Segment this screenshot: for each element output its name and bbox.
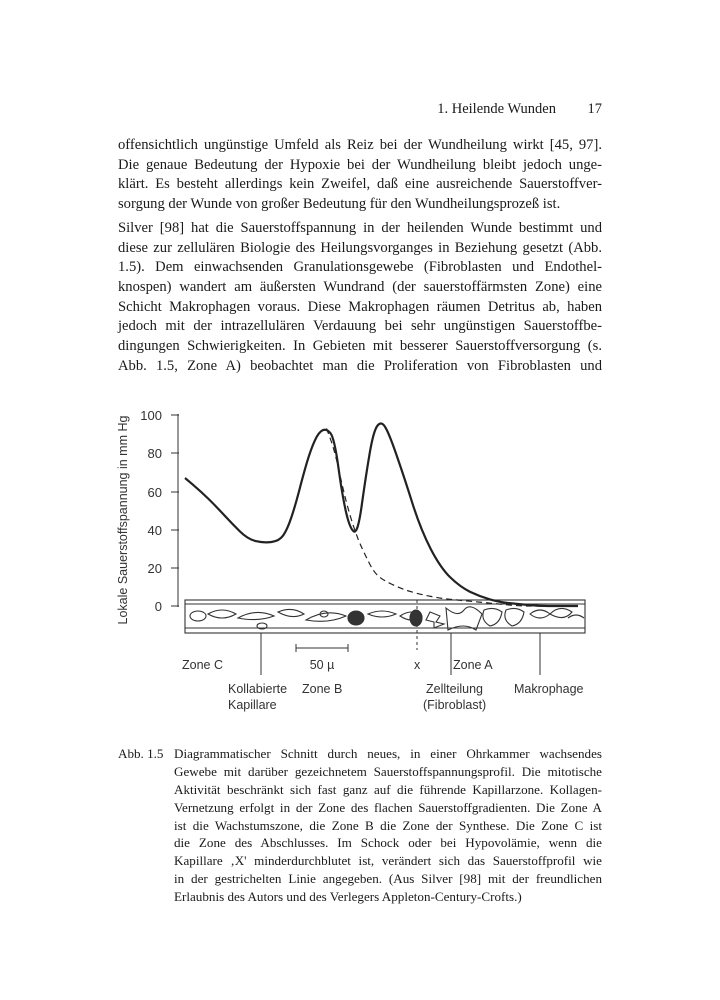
paragraph-line: 1.5). Dem einwachsenden Granulationsgewebe (Fibroblasten und Endothel- [118,259,602,276]
y-axis-label: Lokale Sauerstoffspannung in mm Hg [116,415,130,625]
paragraph-line: Schicht Makrophagen voraus. Diese Makrophagen räumen Detritus ab, haben [118,298,602,315]
y-tick-label-20: 20 [147,561,162,576]
paragraph-1 [118,136,602,215]
scale-bar-label: 50 µ [309,658,335,672]
label-zone-b: Zone B [302,682,343,696]
caption-body [174,745,602,906]
y-ticks [140,408,179,614]
paragraph-line: knospen) wandert am äußersten Wundrand (der sauerstoffärmsten Zone) eine [118,279,602,296]
label-zellteilung: Zellteilung [426,682,483,696]
running-head [118,101,602,123]
running-head-title: 1. Heilende Wunden [437,101,556,117]
caption-line: Diagrammatischer Schnitt durch neues, in einer Ohrkammer wachsendes [174,746,602,761]
y-tick-label-0: 0 [154,599,162,614]
paragraph-line: klärt. Es besteht allerdings kein Zweifel, daß eine ausreichende Sauerstoffver- [118,176,602,193]
oxygen-profile-chart [110,400,610,730]
caption-line: Erlaubnis des Autors und des Verlegers Appleton-Century-Crofts.) [174,889,522,905]
zone-dividers [261,600,540,675]
paragraph-line: dingungen Schwierigkeiten. In Gebieten mit besserer Sauerstoffversorgung (s. [118,338,602,355]
curves-group [185,423,578,606]
y-tick-label-40: 40 [147,523,162,538]
caption-line: in der gestrichelten Linie angegeben. (Aus Silver [98] mit der freundlichen [174,871,602,887]
caption-line: die Zone des Abschlusses. Im Schock oder bei Hypovolämie, wenn die [174,835,602,851]
paragraph-2 [118,219,602,377]
paragraph-line: sorgung der Wunde von großer Bedeutung für den Wundheilungsprozeß ist. [118,196,561,213]
y-tick-label-80: 80 [147,446,162,461]
caption-line: ist die Wachstumszone, die Zone B die Zone der Synthese. Die Zone C ist [174,817,602,833]
caption-line: Kapillare ‚X' minderdurchblutet ist, verändert sich das Sauerstoffprofil wie [174,853,602,869]
label-x-marker: x [414,658,421,672]
label-makrophage: Makrophage [514,682,584,696]
paragraph-line: offensichtlich ungünstige Umfeld als Reiz bei der Wundheilung wirkt [45, 97]. [118,137,602,153]
label-kollabierte: Kollabierte [228,682,288,696]
caption-line: Vernetzung erfolgt in der Zone des flachen Sauerstoffgradienten. Die Zone A [174,799,602,815]
paragraph-line: Abb. 1.5, Zone A) beobachtet man die Proliferation von Fibroblasten und [118,357,602,374]
paragraph-line: Die genaue Bedeutung der Hypoxie bei der Wundheilung bleibt jedoch unge- [118,156,602,173]
paragraph-line: diese zur zellulären Biologie des Heilungsvorganges in Beziehung gesetzt (Abb. [118,239,602,256]
label-fibroblast: (Fibroblast) [423,698,487,712]
page-number: 17 [587,101,602,117]
paragraph-line: jedoch mit der intrazellulären Verdauung bei sehr ungünstigen Sauerstoffbe- [118,318,602,335]
label-kapillare: Kapillare [228,698,277,712]
figure-oxygen-profile [110,400,610,730]
paragraph-line: Silver [98] hat die Sauerstoffspannung in der heilenden Wunde bestimmt und [118,220,602,236]
caption-line: Gewebe mit darüber gezeichnetem Sauerstoffspannungsprofil. Die mitotische [174,763,602,779]
scale-bar [296,644,348,672]
label-zone-c: Zone C [182,658,223,672]
caption-line: Aktivität beschränkt sich fast ganz auf die führende Kapillarzone. Kollagen- [174,781,602,797]
y-tick-label-100: 100 [140,408,162,423]
caption-label: Abb. 1.5 [118,746,164,761]
label-zone-a: Zone A [453,658,493,672]
y-tick-label-60: 60 [147,485,162,500]
